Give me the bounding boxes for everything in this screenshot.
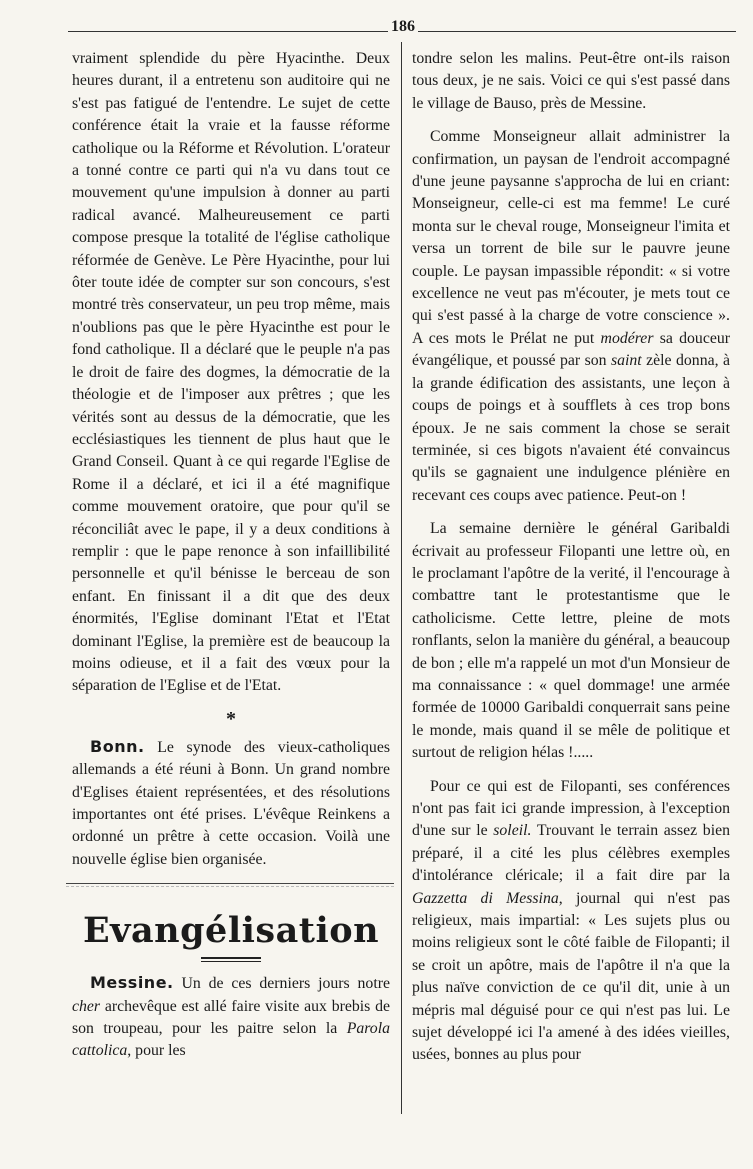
header-rule-left	[68, 31, 388, 32]
messine-text-a: Un de ces derniers jours notre	[173, 975, 390, 993]
confirmation-text-a: Comme Monseigneur allait administrer la confirmation, un paysan de l'endroit accompagné d'une jeune paysanne s'approcha de lui en criant: Monseigneur, celle-ci est ma femme! Le curé monta sur le cheval rouge, Monseigneur l'imita et versa un torrent de bile sur le pauvre jeune couple. Le paysan impassible répondit: « si votre excellence ne veut pas m'écouter, je mets tout ce qui s'est passé à la charge de votre conscience ». A ces mots le Prélat ne put	[412, 128, 730, 347]
right-column	[412, 48, 730, 1067]
confirmation-em-saint: saint	[610, 352, 642, 370]
garibaldi-paragraph: La semaine dernière le général Garibaldi écrivait au professeur Filopanti une lettre où, en le proclamant l'apôtre de la verité, il l'encourage à combattre tant le protestantisme que le catholicisme. Cette lettre, pleine de mots ronflants, selon la manière du général, a beaucoup de bon ; elle m'a rappelé un mot d'un Monsieur de ma connaissance : « quel dommage! une armée formée de 10000 Garibaldi conquerrait sans peine le monde, mais quand il se mêle de politique et surtout de religion hélas !.....	[412, 520, 730, 762]
messine-heading: Messine.	[90, 973, 174, 993]
messine-text-c: , pour les	[127, 1042, 186, 1060]
separator-rule	[66, 883, 394, 884]
messine-em-cher: cher	[72, 997, 101, 1015]
bonn-paragraph	[72, 736, 390, 871]
page-number: 186	[391, 18, 415, 35]
column-divider	[401, 42, 402, 1114]
left-column	[72, 48, 390, 1063]
filopanti-em-soleil: soleil.	[493, 822, 532, 840]
filopanti-text-a: Pour ce qui est de Filopanti, ses conférences n'ont pas fait ici grande impression, à l'exception d'une sur le	[412, 777, 730, 840]
messine-text-b: archevêque est allé faire visite aux brebis de son troupeau, pour les paitre selon la	[72, 997, 390, 1038]
geneva-paragraph: vraiment splendide du père Hyacinthe. Deux heures durant, il a entretenu son auditoire qui ne s'est pas fatigué de l'entendre. Le sujet de cette conférence était la vraie et la fausse réforme catholique ou la Réforme et Révolution. L'orateur a tonné contre ce parti qui n'a vu dans tout ce mouvement qu'une impulsion à donner au parti radical avancé. Malheureusement ce parti compose presque la totalité de l'église catholique réformée de Genève. Le Père Hyacinthe, pour lui ôter toute idée de compter sur son concours, s'est montré très conservateur, un peu trop même, mais n'oublions pas que le père Hyacinthe est pour le fond catholique. Il a déclaré que le peuple n'a pas le droit de faire des dogmes, la démocratie de la théologie et de l'imposer aux prêtres ; que les vérités sont au dessus de la démocratie, que les ecclésiastiques les tiennent de plus haut que le Grand Conseil. Quant à ce qui regarde l'Eglise de Rome il a déclaré, et ici il a été magnifique comme mouvement oratoire, que pour qu'il se réconciliât avec le pape, il y a deux conditions à remplir : que le pape renonce à son infaillibilité personnelle et qu'il bénisse le berceau de son enfant. En finissant il a dit que des deux énormités, l'Eglise dominant l'Etat et l'Etat dominant l'Eglise, la première est de beaucoup la moins odieuse, et il a fait des vœux pour la séparation de l'Eglise et de l'Etat.	[72, 50, 390, 695]
section-separator	[72, 879, 390, 905]
filopanti-em-gazzetta: Gazzetta di Messina	[412, 889, 559, 907]
bauso-intro-paragraph: tondre selon les malins. Peut-être ont-ils raison tous deux, je ne sais. Voici ce qui s'est passé dans le village de Bauso, près de Messine.	[412, 50, 730, 112]
bonn-text: Le synode des vieux-catholiques allemands a été réuni à Bonn. Un grand nombre d'Eglises étaient représentées, et des résolutions importantes ont été prises. L'évêque Reinkens a ordonné un prêtre à cette occasion. Voilà une nouvelle église bien organisée.	[72, 738, 390, 868]
separator-rule-faint	[66, 886, 394, 887]
messine-em-parola: Parola cattolica	[72, 1020, 390, 1060]
filopanti-text-c: , journal qui n'est pas religieux, mais impartial: « Les sujets plus ou moins religieux sont le côté faible de Filopanti; il se croit un apôtre, mais de l'apôtre il n'a que la plus naïve conviction de ce qu'il dit, unie à un mépris mal déguisé pour ce qui n'est pas lui. Le sujet développé ici l'a amené à des idées vieilles, usées, bonnes au plus pour	[412, 889, 730, 1064]
header-rule-right	[418, 31, 736, 32]
filopanti-text-b: Trouvant le terrain assez bien préparé, il a cité les plus célèbres exemples d'intolérance cléricale; il a fait dire par la	[412, 822, 730, 885]
section-star: *	[226, 707, 236, 730]
messine-paragraph	[72, 972, 390, 1063]
confirmation-paragraph	[412, 126, 730, 507]
confirmation-em-moderer: modérer	[600, 329, 654, 347]
confirmation-text-c: zèle donna, à la grande édification des assistants, une leçon à coups de poings et à soufflets à ces trop bons époux. Je ne sais comment la chose se serait terminée, si ces bigots n'avaient été convaincus qu'ils se gagnaient une indulgence plénière en recevant ces coups avec patience. Peut-on !	[412, 352, 730, 504]
section-title: Evangélisation	[82, 910, 380, 952]
bonn-heading: Bonn.	[90, 736, 145, 756]
title-rule	[201, 957, 261, 962]
filopanti-paragraph	[412, 776, 730, 1067]
confirmation-text-b: sa douceur évangélique, et poussé par son	[412, 329, 731, 370]
